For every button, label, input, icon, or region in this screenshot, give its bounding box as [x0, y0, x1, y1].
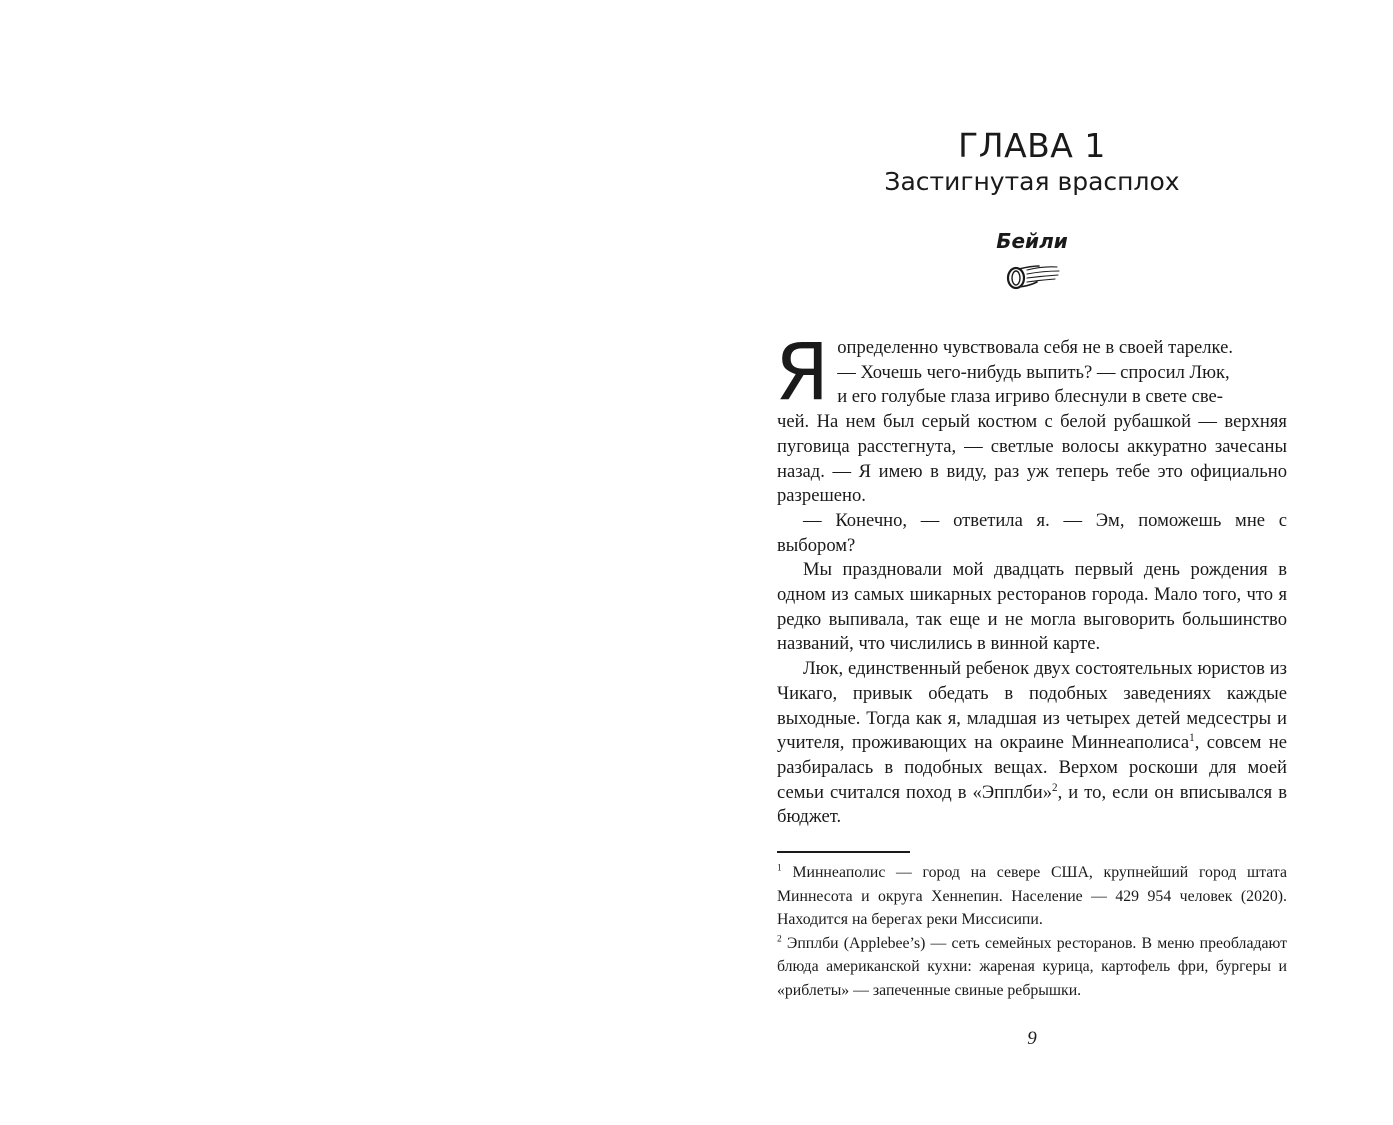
- chapter-title: Застигнутая врасплох: [884, 167, 1180, 196]
- paragraph-4: [777, 657, 1287, 830]
- paragraph-text: Люк, единственный ребенок двух состоятельных юристов из Чикаго, привык обедать в подобных заведениях каждые выходные. Тогда как я, младшая из четырех детей медсестры и учителя, проживающих на окраине Миннеаполиса: [777, 658, 1287, 754]
- footnote-mark-2: 2: [777, 934, 782, 945]
- pov-character-name: Бейли: [996, 229, 1068, 253]
- footnote-text: Миннеаполис — город на севере США, крупнейший город штата Миннесота и округа Хеннепин. Население — 429 954 человек (2020). Находится на берегах реки Миссисипи.: [777, 864, 1287, 928]
- paragraph-text: , и то, если он вписывался в бюджет.: [777, 781, 1287, 828]
- chapter-number: ГЛАВА 1: [958, 126, 1106, 165]
- footnotes: [777, 861, 1287, 1002]
- paragraph-1: [775, 328, 1287, 509]
- footnote-1: [777, 861, 1287, 932]
- paragraph-text: , совсем не разбиралась в подобных вещах. Верхом роскоши для моей семьи считался поход в «Эпплби»: [777, 732, 1288, 803]
- chapter-body-text: [775, 328, 1288, 830]
- ring-ornament-icon: [1005, 262, 1061, 292]
- paragraph-2: — Конечно, — ответила я. — Эм, поможешь мне с выбором?: [777, 509, 1287, 556]
- paragraph-line: и его голубые глаза игриво блеснули в свете све-: [837, 386, 1223, 408]
- page-number: 9: [1027, 1028, 1037, 1049]
- footnote-ref-2[interactable]: 2: [1052, 781, 1058, 794]
- paragraph-text: чей. На нем был серый костюм с белой рубашкой — верхняя пуговица расстегнута, — светлые волосы аккуратно зачесаны назад. — Я имею в виду, раз уж теперь тебе это официально разрешено.: [777, 411, 1287, 507]
- footnote-ref-1[interactable]: 1: [1189, 732, 1195, 745]
- footnote-2: [777, 932, 1287, 1003]
- drop-cap: Я: [775, 328, 830, 418]
- paragraph-3: Мы праздновали мой двадцать первый день рождения в одном из самых шикарных ресторанов города. Мало того, что я редко выпивала, так еще и не могла выговорить большинство названий, что числились в винной карте.: [777, 559, 1287, 655]
- paragraph-line: определенно чувствовала себя не в своей тарелке.: [837, 337, 1234, 358]
- paragraph-line: — Хочешь чего-нибудь выпить? — спросил Люк,: [837, 361, 1230, 383]
- footnote-mark-1: 1: [777, 863, 782, 874]
- footnote-divider: [777, 851, 910, 853]
- right-page: [777, 0, 1287, 1125]
- footnote-text: Эпплби (Applebee’s) — сеть семейных ресторанов. В меню преобладают блюда американской кухни: жареная курица, картофель фри, бургеры и «риблеты» — запеченные свиные ребрышки.: [777, 934, 1287, 999]
